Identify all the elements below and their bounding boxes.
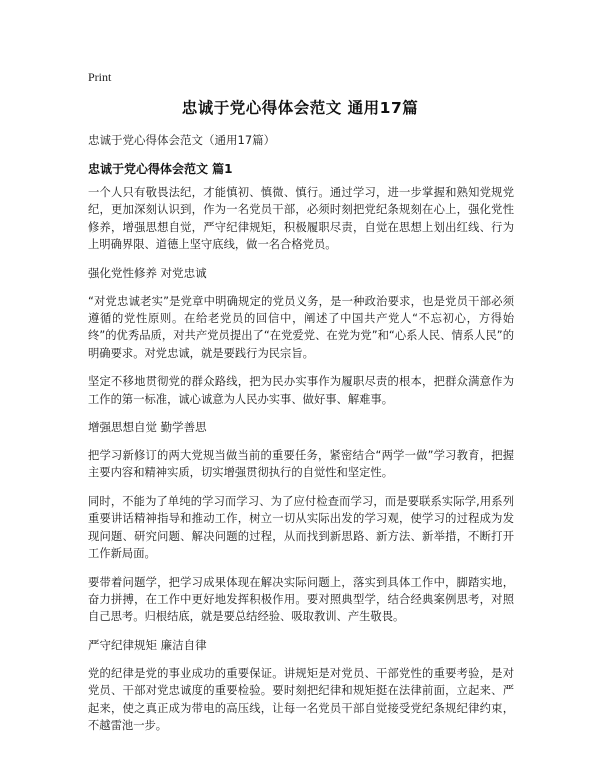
section-heading: 忠诚于党心得体会范文 篇1 [88, 162, 233, 176]
paragraph: 党的纪律是党的事业成功的重要保证。讲规矩是对党员、干部党性的重要考验，是对党员、干部对党忠诚度的重要检验。要时刻把纪律和规矩挺在法律前面，立起来、严起来，使之真正成为带电的高压线，让每一名党员干部自觉接受党纪条规纪律约束，不越雷池一步。 [88, 666, 514, 732]
paragraph: “对党忠诚老实”是党章中明确规定的党员义务，是一种政治要求，也是党员干部必须遵循的党性原则。在给老党员的回信中，阐述了中国共产党人“不忘初心，方得始终”的优秀品质，对共产党员提出了“在党爱党、在党为党”和“心系人民、情系人民”的明确要求。对党忠诚，就是要践行为民宗旨。 [88, 294, 514, 360]
paragraph: 坚定不移地贯彻党的群众路线，把为民办实事作为履职尽责的根本，把群众满意作为工作的第一标准，诚心诚意为人民办实事、做好事、解难事。 [88, 375, 514, 406]
paragraph: 同时，不能为了单纯的学习而学习、为了应付检查而学习，而是要联系实际学,用系列重要讲话精神指导和推动工作，树立一切从实际出发的学习观，使学习的过程成为发现问题、研究问题、解决问题的过程，从而找到新思路、新方法、新举措，不断打开工作新局面。 [88, 494, 514, 561]
page-title: 忠诚于党心得体会范文 通用17篇 [181, 99, 419, 117]
document-subtitle: 忠诚于党心得体会范文（通用17篇） [88, 133, 276, 147]
sub-heading: 强化党性修养 对党忠诚 [88, 265, 207, 280]
paragraph: 把学习新修订的两大党规当做当前的重要任务，紧密结合“两学一做”学习教育，把握主要内容和精神实质，切实增强贯彻执行的自觉性和坚定性。 [88, 449, 514, 480]
paragraph: 要带着问题学，把学习成果体现在解决实际问题上，落实到具体工作中，脚踏实地，奋力拼搏，在工作中更好地发挥积极作用。要对照典型学，结合经典案例思考，对照自己思考。归根结底，就是要总结经验、吸取教训、产生敬畏。 [88, 575, 514, 624]
document-body [88, 184, 514, 745]
print-link[interactable]: Print [88, 70, 112, 84]
paragraph: 一个人只有敬畏法纪，才能慎初、慎微、慎行。通过学习，进一步掌握和熟知党规党纪，更加深刻认识到，作为一名党员干部，必须时刻把党纪条规刻在心上，强化党性修养，增强思想自觉，严守纪律规矩，积极履职尽责，自觉在思想上划出红线、行为上明确界限、道德上坚守底线，做一名合格党员。 [88, 186, 514, 252]
sub-heading: 增强思想自觉 勤学善思 [88, 420, 207, 435]
sub-heading: 严守纪律规矩 廉洁自律 [88, 637, 207, 652]
